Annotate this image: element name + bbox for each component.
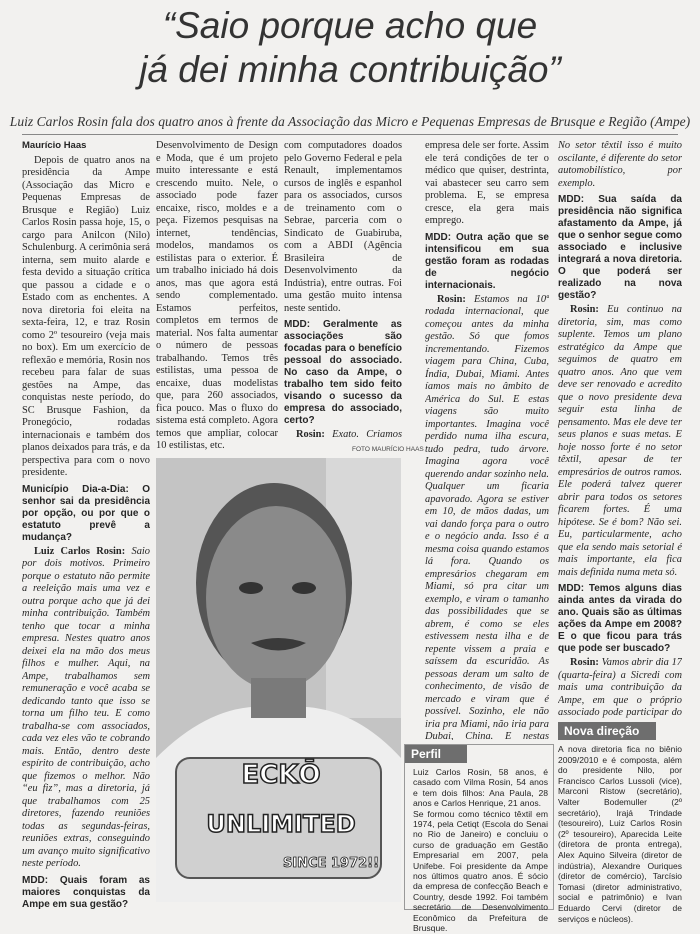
perfil-box — [404, 744, 554, 934]
question-1: Município Dia-a-Dia: O senhor sai da presidência por opção, ou por que o estatuto prevê a mudança? — [22, 483, 150, 543]
nova-direcao-text: A nova diretoria fica no biênio 2009/2010 e é composta, além do presidente Nilo, por Francisco Carlos Lussoli (vice), Marconi Ristow (secretário), Valter Bodemuller (2º secretário), Irajá Trindade (tesoureiro), Luiz Carlos Rosin (2º tesoureiro), Aparecida Leite (diretora de pronta entrega), Alex Aquino Silveira (diretor de indústria), Alexandre Ouriques (diretor de comércio), Tarcísio Tomasi (diretor administrativo, social e patrimônio) e Ivan Eduardo Cervi (diretor de serviços e núcleos). — [558, 744, 682, 924]
byline: Maurício Haas — [22, 140, 87, 151]
paragraph: empresa dele ser forte. Assim ele terá condições de ter o médico que quiser, destrinta, vai abastecer seu carro sem problema. E, se empresa cresce, ela gera mais emprego. — [425, 140, 549, 226]
photo-credit: FOTO MAURÍCIO HAAS — [352, 446, 424, 453]
speaker: Luiz Carlos Rosin: — [34, 545, 126, 557]
perfil-paragraph-1: Luiz Carlos Rosin, 58 anos, é casado com Vilma Rosin, 54 anos e tem dois filhos: Ana Paula, 28 anos e Carlos Henrique, 21 anos. — [413, 767, 548, 809]
portrait-photo — [156, 458, 401, 902]
shirt-brand: ECKŌ — [241, 760, 321, 790]
perfil-paragraph-2: Se formou como técnico têxtil em 1974, pela Cetiqt (Escola do Senai no Rio de Janeiro) e concluiu o curso de graduação em Gestão Empresarial em 2007, pela Unifebe. Foi presidente da Ampe nos últimos quatro anos. É sócio da empresa de confecção Beach e Country, desde 1992. Foi também secretário de Desenvolvimento Econômico da Prefeitura de Brusque. — [413, 808, 548, 934]
answer-1: Luiz Carlos Rosin: Saio por dois motivos. Primeiro porque o estatuto não permite a reeleição mais uma vez e outra porque acho que já dei minha contribuição. Também tenho que tocar a minha empresa. Nestes quatro anos deixei ela na mão dos meus filhos e mulher. Aqui, na Ampe, trabalhamos sem remuneração e você acaba se dedicando tanto que isso se torna um filho teu. E como trabalha-se com associados, cada vez eles vão te cobrando mais. Então, dentro deste espírito de contribuição, acho que fizemos o melhor. Não “eu fiz”, mas a diretoria, já que trabalhamos com 25 diretores, fazendo reuniões todas as segundas-feiras, reuniões extras, conseguindo um avanço muito significativo neste período. — [22, 545, 150, 869]
speaker: Rosin: — [437, 293, 466, 305]
headline-line-2: já dei minha contribuição” — [139, 49, 561, 90]
question-5: MDD: Outra ação que se intensificou em sua gestão foram as rodadas de negócio internacionais. — [425, 231, 549, 291]
deck: Luiz Carlos Rosin fala dos quatro anos à frente da Associação das Micro e Pequenas Empresas de Brusque e Região (Ampe) — [9, 114, 691, 129]
paragraph: Desenvolvimento de Design e Moda, que é um projeto muito interessante e está crescendo muito. Nele, o associado pode fazer encaixe, risco, moldes e a peça. Fizemos pesquisas na internet, tendências, modelos, mandamos os estilistas para o exterior. É um trabalho iniciado há dois anos, mas que agora está sendo complementado. Estamos perfeitos, completos em termos de material. Nos falta aumentar o número de pessoas trabalhando. Temos três estilistas, uma pessoa de encaixe, duas modelistas que, para 260 associados, fica pouco. Mas o fluxo do sistema está completo. Agora temos que ampliar, colocar 10 estilistas, etc. — [156, 140, 278, 451]
column-3 — [284, 140, 402, 440]
deck-rule — [22, 134, 678, 135]
answer-8: Rosin: Vamos abrir dia 17 (quarta-feira) a Sicredi com mais uma contribuição da Ampe, em que o próprio associado pode participar do — [558, 657, 682, 718]
question-8: MDD: Temos alguns dias ainda antes da virada do ano. Quais são as últimas ações da Ampe em 2008? E o que ficou para trás que pode ser buscado? — [558, 583, 682, 654]
column-1 — [22, 140, 150, 910]
speaker: Rosin: — [570, 657, 599, 668]
perfil-text — [405, 763, 553, 934]
column-2 — [156, 140, 278, 452]
question-7: MDD: Sua saída da presidência não significa afastamento da Ampe, já que o senhor segue como associado e inclusive integrará a nova diretoria. O que poderá ser realizado na nova gestão? — [558, 194, 682, 301]
question-2: MDD: Quais foram as maiores conquistas da Ampe em sua gestão? — [22, 874, 150, 910]
headline — [0, 4, 700, 92]
headline-line-1: “Saio porque acho que — [162, 5, 538, 46]
speaker: Rosin: — [296, 429, 325, 440]
shirt-line: UNLIMITED — [206, 810, 356, 838]
speaker: Rosin: — [570, 304, 599, 315]
paragraph: com computadores doados pelo Governo Federal e pela Renault, implementamos cursos de inglês e espanhol para os associados, cursos de treinamento com o Sebrae, parceria com o Sindicato de Guabiruba, com a ABDI (Agência Brasileira de Desenvolvimento da Indústria), entre outras. Foi uma gestão muito intensa neste sentido. — [284, 140, 402, 314]
column-5 — [558, 140, 682, 720]
answer-5: Rosin: Estamos na 10ª rodada internacional, que começou antes da minha gestão. Só que fomos incrementando. Fizemos viagem para China, Cuba, Índia, Dubai, Miami. Antes íamos mais no âmbito de América do Sul. E estas viagens são muito importantes. Imagina você perdido numa ilha escura, tudo pedra, tudo árvore. Imagina agora você querendo andar sozinho nela. Qualquer um ficaria apavorado. Agora se estiver em 10, de mãos dadas, um vai dando força para o outro e o negócio anda. Isso é a mesma coisa quando estamos lá fora. Quando os empresários chegaram em Miami, só pra citar um exemplo, e viram o tamanho das possibilidades que se abrem, é como se eles estivessem nesta ilha e de repente vissem a praia e saíssem da escuridão. As pessoas deram um salto de conhecimento, de visão de mercado e viram que é possível. Sozinho, ele não iria pra Miami, não iria para Dubai, China. E nestas — [425, 293, 549, 740]
answer-7: Rosin: Eu continuo na diretoria, sim, mas como suplente. Temos um plano estratégico da Ampe que seguimos de quatro em quatro anos. Ano que vem deve ser renovado e acredito que o novo presidente deva seguir esta linha de pensamento. Mas ele deve ter seus planos e suas metas. E hoje nosso forte é no setor têxtil, apesar de ter empresários de outros ramos. Ele poderá talvez querer abrir para todos os setores ficarem fortes. É uma hipótese. Se é bom? Não sei. Eu, particularmente, acho que ela sendo mais setorial é mais importante, ela fica mais definida numa meta só. — [558, 304, 682, 578]
shirt-since: SINCE 1972!! — [282, 856, 380, 871]
paragraph: No setor têxtil isso é muito oscilante, é diferente do setor automobilístico, por exemplo. — [558, 140, 682, 189]
perfil-title: Perfil — [405, 745, 467, 763]
question-4: MDD: Geralmente as associações são focadas para o benefício pessoal do associado. No caso da Ampe, o trabalho tem sido feito visando o sucesso da empresa do associado, certo? — [284, 319, 402, 426]
nova-direcao-box — [558, 722, 682, 924]
nova-direcao-title: Nova direção — [558, 722, 656, 740]
intro-paragraph: Depois de quatro anos na presidência da Ampe (Associação das Micro e Pequenas Empresas de Brusque e Região) Luiz Carlos Rosin passa hoje, 15, o cargo para Anilcon (Nilo) Schulenburg. A cerimônia será interna, sem muito alarde e festa devido a situação crítica que passou a cidade e o Estado com as enchentes. A nova diretoria foi eleita na sexta-feira, 12, e traz Rosin como 2º tesoureiro (veja mais no box). Em um exercício de reflexão e memória, Rosin nos recebeu para falar de suas gestões na Ampe, das conquistas neste período, do SC Brusque Fashion, da Pronegócio, rodadas internacionais e também dos planos deixados para trás, e da perspectiva para com o novo presidente. — [22, 154, 150, 478]
answer-4: Rosin: Exato. Criamos — [296, 429, 402, 440]
column-4 — [425, 140, 549, 740]
